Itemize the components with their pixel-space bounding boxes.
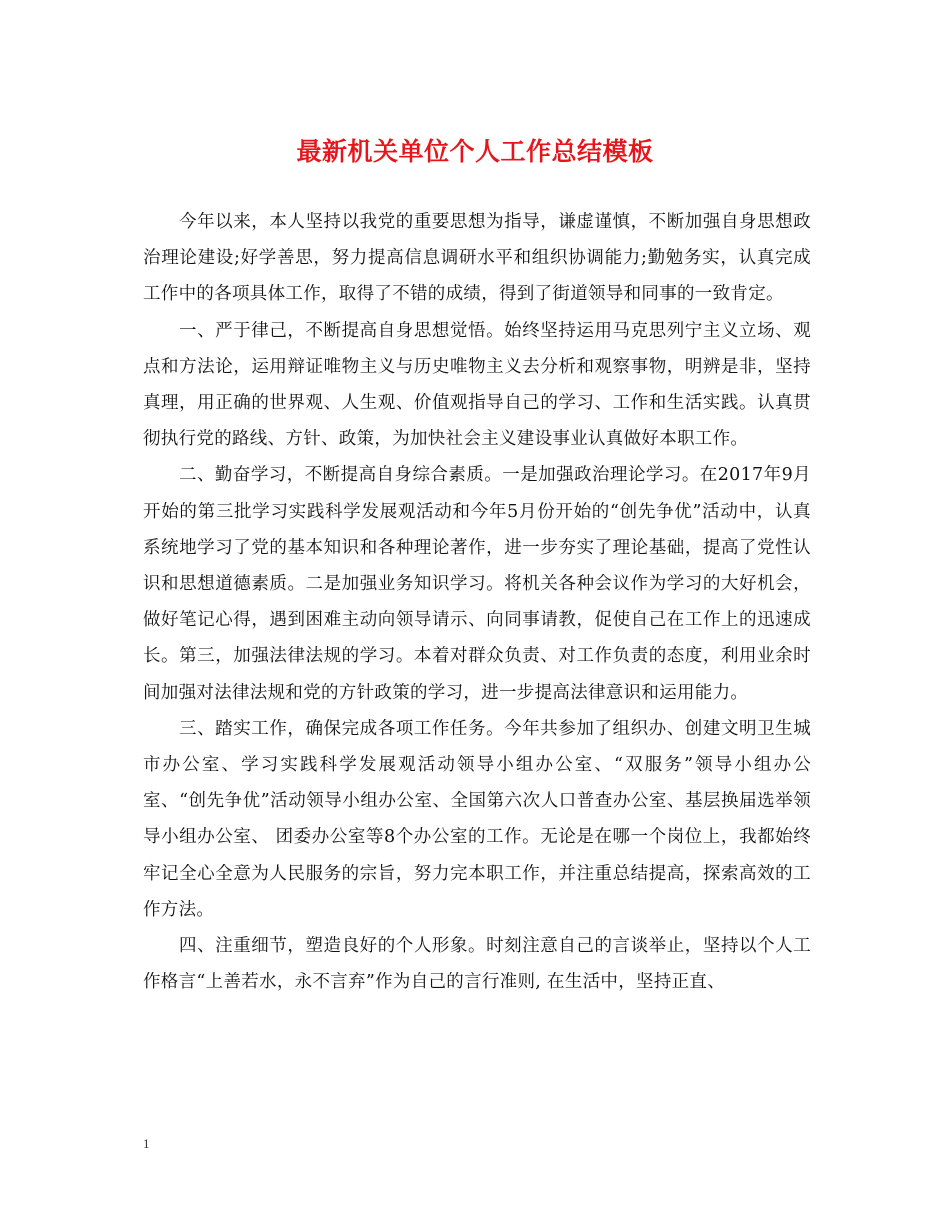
document-body — [143, 204, 811, 1000]
paragraph-section-4: 四、注重细节，塑造良好的个人形象。时刻注意自己的言谈举止，坚持以个人工作格言“上善若水，永不言弃”作为自己的言行准则, 在生活中，坚持正直、 — [143, 936, 811, 993]
document-title: 最新机关单位个人工作总结模板 — [296, 137, 654, 166]
paragraph-section-1: 一、严于律己，不断提高自身思想觉悟。始终坚持运用马克思列宁主义立场、观点和方法论，运用辩证唯物主义与历史唯物主义去分析和观察事物，明辨是非，坚持真理，用正确的世界观、人生观、价值观指导自己的学习、工作和生活实践。认真贯彻执行党的路线、方针、政策，为加快社会主义建设事业认真做好本职工作。 — [143, 320, 811, 450]
page-number: 1 — [143, 1136, 150, 1151]
paragraph-section-2: 二、勤奋学习，不断提高自身综合素质。一是加强政治理论学习。在2017年9月开始的第三批学习实践科学发展观活动和今年5月份开始的“创先争优”活动中，认真系统地学习了党的基本知识和各种理论著作，进一步夯实了理论基础，提高了党性认识和思想道德素质。二是加强业务知识学习。将机关各种会议作为学习的大好机会，做好笔记心得，遇到困难主动向领导请示、向同事请教，促使自己在工作上的迅速成长。第三，加强法律法规的学习。本着对群众负责、对工作负责的态度，利用业余时间加强对法律法规和党的方针政策的学习，进一步提高法律意识和运用能力。 — [143, 465, 811, 703]
paragraph-section-3: 三、踏实工作，确保完成各项工作任务。今年共参加了组织办、创建文明卫生城市办公室、学习实践科学发展观活动领导小组办公室、“双服务”领导小组办公室、“创先争优”活动领导小组办公室、全国第六次人口普查办公室、基层换届选举领导小组办公室、 团委办公室等8个办公室的工作。无论是在哪一个岗位上，我都始终牢记全心全意为人民服务的宗旨，努力完本职工作，并注重总结提高，探索高效的工作方法。 — [143, 718, 811, 920]
paragraph-intro: 今年以来，本人坚持以我党的重要思想为指导，谦虚谨慎，不断加强自身思想政治理论建设;好学善思，努力提高信息调研水平和组织协调能力;勤勉务实，认真完成工作中的各项具体工作，取得了不错的成绩，得到了街道领导和同事的一致肯定。 — [143, 212, 811, 305]
